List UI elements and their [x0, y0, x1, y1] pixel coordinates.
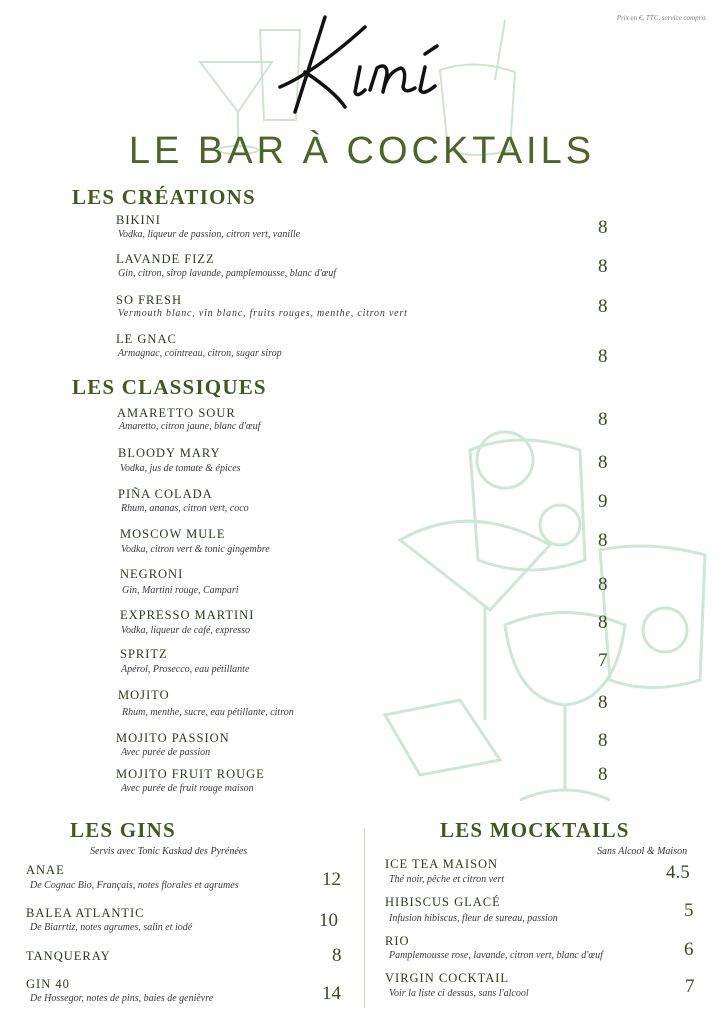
menu-item-name: GIN 40 — [26, 977, 70, 991]
menu-item-desc: Gin, Martini rouge, Campari — [122, 585, 239, 596]
menu-item-desc: Gin, citron, sirop lavande, pamplemousse, blanc d'œuf — [118, 268, 337, 279]
menu-item-price: 7 — [685, 976, 695, 997]
logo-text: Kiní — [315, 112, 318, 113]
menu-item-price: 8 — [598, 409, 608, 430]
menu-item-price: 6 — [684, 939, 694, 960]
menu-item-desc: Avec purée de fruit rouge maison — [121, 783, 254, 794]
menu-item-name: ANAE — [26, 863, 65, 877]
menu-item-name: VIRGIN COCKTAIL — [385, 971, 510, 985]
menu-item-price: 12 — [322, 869, 341, 890]
menu-item-name: MOSCOW MULE — [120, 527, 226, 541]
menu-item-desc: Rhum, ananas, citron vert, coco — [121, 503, 249, 514]
page-title: LE BAR À COCKTAILS — [128, 130, 596, 172]
menu-item-name: BALEA ATLANTIC — [26, 906, 145, 920]
menu-item-name: LAVANDE FIZZ — [116, 252, 215, 266]
column-divider — [364, 828, 365, 1008]
menu-item-name: TANQUERAY — [26, 949, 111, 963]
menu-item-price: 8 — [332, 945, 342, 966]
menu-item-desc: Vodka, liqueur de passion, citron vert, vanille — [118, 229, 301, 240]
menu-item-price: 8 — [598, 296, 608, 317]
section-title-mocktails: LES MOCKTAILS — [440, 818, 630, 842]
menu-item-price: 8 — [598, 256, 608, 277]
menu-item-desc: Vodka, liqueur de café, expresso — [121, 625, 251, 636]
menu-item-desc: De Biarrtiz, notes agrumes, salin et iodé — [30, 922, 193, 933]
menu-item-desc: Voir la liste ci dessus, sans l'alcool — [389, 988, 529, 999]
menu-item-desc: Apérol, Prosecco, eau pétillante — [121, 664, 250, 675]
kini-logo — [275, 12, 455, 122]
menu-item-desc: Vermouth blanc, vin blanc, fruits rouges, menthe, citron vert — [118, 308, 408, 319]
menu-item-price: 8 — [598, 452, 608, 473]
menu-item-desc: Avec purée de passion — [121, 747, 211, 758]
menu-item-price: 5 — [684, 900, 694, 921]
section-title-gins: LES GINS — [70, 818, 176, 842]
menu-item-price: 4.5 — [666, 862, 690, 883]
menu-item-name: MOJITO PASSION — [116, 731, 230, 745]
menu-item-price: 9 — [598, 491, 608, 512]
mocktails-note: Sans Alcool & Maison — [597, 846, 688, 857]
menu-item-price: 8 — [598, 692, 608, 713]
menu-item-price: 7 — [598, 650, 608, 671]
menu-item-price: 14 — [322, 983, 341, 1004]
menu-item-desc: Rhum, menthe, sucre, eau pétillante, citron — [122, 707, 294, 718]
menu-item-name: ICE TEA MAISON — [385, 857, 499, 871]
menu-item-price: 8 — [598, 530, 608, 551]
menu-item-name: MOJITO — [118, 688, 170, 702]
menu-item-name: SPRITZ — [120, 647, 168, 661]
gins-note: Servis avec Tonic Kaskad des Pyrénées — [90, 846, 248, 857]
menu-item-price: 8 — [598, 217, 608, 238]
menu-item-name: EXPRESSO MARTINI — [120, 608, 255, 622]
menu-item-price: 8 — [598, 764, 608, 785]
price-note: Prix en €, TTC, service compris — [616, 14, 706, 22]
menu-item-desc: De Cognac Bio, Français, notes florales et agrumes — [30, 880, 239, 891]
menu-item-desc: Thé noir, pêche et citron vert — [389, 874, 505, 885]
menu-item-name: PIÑA COLADA — [118, 487, 213, 501]
menu-item-name: NEGRONI — [120, 567, 184, 581]
menu-item-price: 10 — [319, 910, 338, 931]
menu-item-name: AMARETTO SOUR — [117, 406, 236, 420]
menu-item-desc: Vodka, jus de tomate & épices — [120, 463, 241, 474]
menu-item-price: 8 — [598, 574, 608, 595]
menu-item-desc: Armagnac, cointreau, citron, sugar sirop — [118, 348, 282, 359]
section-title-creations: LES CRÉATIONS — [72, 185, 256, 209]
menu-item-name: BIKINI — [116, 213, 161, 227]
menu-item-desc: Vodka, citron vert & tonic gingembre — [121, 544, 270, 555]
menu-item-name: RIO — [385, 934, 410, 948]
menu-item-price: 8 — [598, 346, 608, 367]
menu-item-desc: Infusion hibiscus, fleur de sureau, passion — [389, 913, 558, 924]
menu-item-name: SO FRESH — [116, 293, 183, 307]
menu-item-desc: Pamplemousse rose, lavande, citron vert, blanc d'œuf — [389, 950, 603, 961]
menu-item-price: 8 — [598, 730, 608, 751]
menu-item-name: HIBISCUS GLACÉ — [385, 895, 501, 909]
menu-item-name: MOJITO FRUIT ROUGE — [116, 767, 265, 781]
section-title-classiques: LES CLASSIQUES — [72, 375, 267, 399]
menu-item-desc: De Hossegor, notes de pins, baies de genièvre — [30, 993, 214, 1004]
menu-item-name: LE GNAC — [116, 332, 177, 346]
menu-item-name: BLOODY MARY — [118, 446, 221, 460]
menu-item-price: 8 — [598, 612, 608, 633]
menu-item-desc: Amaretto, citron jaune, blanc d'œuf — [119, 421, 261, 432]
